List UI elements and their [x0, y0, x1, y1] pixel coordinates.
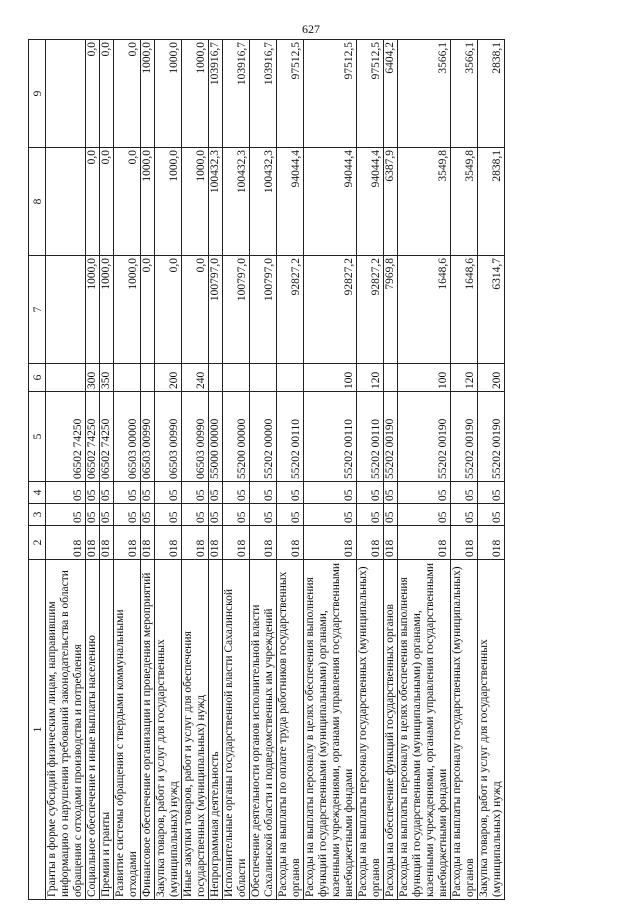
section-cell: 05 [209, 504, 223, 526]
row-name-cell: Расходы на выплаты персоналу в целях обеспечения выполнения функций государственными (муниципальными) органами, казенными учреждениями, органами управления государственными внебюджетными фондами [304, 560, 357, 900]
amount-cell: 97512,5 [304, 40, 357, 148]
target-article-cell: 55202 00190 [384, 392, 398, 482]
ministry-code-cell: 018 [182, 526, 209, 560]
header-row [29, 40, 46, 900]
amount-cell: 3566,1 [398, 40, 451, 148]
row-name-cell: Расходы на выплаты персоналу в целях обеспечения выполнения функций государственными (муниципальными) органами, казенными учреждениями, органами управления государственными внебюджетными фондами [398, 560, 451, 900]
amount-cell: 2838,1 [478, 148, 505, 256]
amount-cell: 0,0 [100, 40, 114, 148]
amount-cell: 100432,3 [250, 148, 277, 256]
subsection-cell: 05 [209, 482, 223, 504]
amount-cell: 0,0 [114, 148, 141, 256]
row-name-cell: Иные закупки товаров, работ и услуг для обеспечения государственных (муниципальных) нужд [182, 560, 209, 900]
section-cell: 05 [223, 504, 250, 526]
target-article-cell: 55202 00190 [398, 392, 451, 482]
table-row [86, 40, 100, 900]
amount-cell: 1000,0 [182, 148, 209, 256]
row-name-cell: Расходы на обеспечение функций государственных органов [384, 560, 398, 900]
subsection-cell: 05 [250, 482, 277, 504]
row-name-cell: Обеспечение деятельности органов исполнительной власти Сахалинской области и подведомственных им учреждений [250, 560, 277, 900]
ministry-code-cell: 018 [141, 526, 155, 560]
expense-type-cell: 200 [155, 364, 182, 392]
amount-cell: 103916,7 [223, 40, 250, 148]
expense-type-cell [277, 364, 304, 392]
section-cell: 05 [398, 504, 451, 526]
ministry-code-cell: 018 [384, 526, 398, 560]
amount-cell: 100797,0 [209, 256, 223, 364]
ministry-code-cell: 018 [155, 526, 182, 560]
target-article-cell: 06503 00000 [114, 392, 141, 482]
section-cell: 05 [100, 504, 114, 526]
amount-cell: 97512,5 [277, 40, 304, 148]
target-article-cell: 55202 00190 [451, 392, 478, 482]
row-name-cell: Расходы на выплаты персоналу государственных (муниципальных) органов [451, 560, 478, 900]
expense-type-cell: 100 [304, 364, 357, 392]
row-name-cell: Расходы на выплаты по оплате труда работников государственных органов [277, 560, 304, 900]
row-name-cell: Социальное обеспечение и иные выплаты населению [86, 560, 100, 900]
subsection-cell: 05 [86, 482, 100, 504]
amount-cell: 3566,1 [451, 40, 478, 148]
section-cell: 05 [86, 504, 100, 526]
amount-cell: 3549,8 [451, 148, 478, 256]
amount-cell: 1648,6 [398, 256, 451, 364]
section-cell: 05 [141, 504, 155, 526]
subsection-cell: 05 [384, 482, 398, 504]
table-row [100, 40, 114, 900]
expense-type-cell [46, 364, 86, 392]
header-cell: 9 [29, 40, 46, 148]
row-name-cell: Гранты в форме субсидий физическим лицам, направившим информацию о нарушении требований законодательства в области обращения с отходами производства и потребления [46, 560, 86, 900]
amount-cell: 1000,0 [141, 148, 155, 256]
target-article-cell: 55202 00190 [478, 392, 505, 482]
section-cell: 05 [46, 504, 86, 526]
row-name-cell: Развитие системы обращения с твердыми коммунальными отходами [114, 560, 141, 900]
target-article-cell: 06502 74250 [46, 392, 86, 482]
amount-cell: 100432,3 [209, 148, 223, 256]
section-cell: 05 [357, 504, 384, 526]
subsection-cell: 05 [451, 482, 478, 504]
amount-cell: 6387,9 [384, 148, 398, 256]
amount-cell: 0,0 [182, 256, 209, 364]
header-cell: 8 [29, 148, 46, 256]
expense-type-cell [141, 364, 155, 392]
section-cell: 05 [277, 504, 304, 526]
target-article-cell: 06503 00990 [182, 392, 209, 482]
row-name-cell: Премии и гранты [100, 560, 114, 900]
section-cell: 05 [451, 504, 478, 526]
amount-cell: 1000,0 [114, 256, 141, 364]
amount-cell: 103916,7 [209, 40, 223, 148]
expense-type-cell: 300 [86, 364, 100, 392]
amount-cell: 94044,4 [304, 148, 357, 256]
expense-type-cell: 120 [451, 364, 478, 392]
row-name-cell: Непрограммная деятельность [209, 560, 223, 900]
rotated-table-wrapper [28, 40, 608, 900]
expense-type-cell [250, 364, 277, 392]
amount-cell: 100432,3 [223, 148, 250, 256]
subsection-cell: 05 [141, 482, 155, 504]
target-article-cell: 06502 74250 [86, 392, 100, 482]
table-row [209, 40, 223, 900]
amount-cell: 6314,7 [478, 256, 505, 364]
header-cell: 1 [29, 560, 46, 900]
amount-cell: 100797,0 [223, 256, 250, 364]
target-article-cell: 55202 00000 [250, 392, 277, 482]
section-cell: 05 [250, 504, 277, 526]
table-row [357, 40, 384, 900]
amount-cell [46, 40, 86, 148]
table-row [155, 40, 182, 900]
row-name-cell: Закупка товаров, работ и услуг для государственных (муниципальных) нужд [478, 560, 505, 900]
amount-cell [46, 256, 86, 364]
ministry-code-cell: 018 [357, 526, 384, 560]
amount-cell: 92827,2 [277, 256, 304, 364]
amount-cell: 1000,0 [141, 40, 155, 148]
header-cell: 3 [29, 504, 46, 526]
table-row [46, 40, 86, 900]
subsection-cell: 05 [398, 482, 451, 504]
subsection-cell: 05 [155, 482, 182, 504]
amount-cell [46, 148, 86, 256]
target-article-cell: 06502 74250 [100, 392, 114, 482]
header-cell: 6 [29, 364, 46, 392]
section-cell: 05 [114, 504, 141, 526]
amount-cell: 0,0 [155, 256, 182, 364]
subsection-cell: 05 [46, 482, 86, 504]
table-row [384, 40, 398, 900]
table-row [478, 40, 505, 900]
section-cell: 05 [304, 504, 357, 526]
header-cell: 5 [29, 392, 46, 482]
expense-type-cell: 200 [478, 364, 505, 392]
ministry-code-cell: 018 [478, 526, 505, 560]
subsection-cell: 05 [277, 482, 304, 504]
table-row [182, 40, 209, 900]
target-article-cell: 55202 00110 [277, 392, 304, 482]
amount-cell: 0,0 [86, 40, 100, 148]
subsection-cell: 05 [478, 482, 505, 504]
table-row [277, 40, 304, 900]
expense-type-cell [114, 364, 141, 392]
target-article-cell: 06503 00990 [155, 392, 182, 482]
expense-type-cell [223, 364, 250, 392]
header-cell: 4 [29, 482, 46, 504]
expense-type-cell: 120 [357, 364, 384, 392]
target-article-cell: 55202 00110 [304, 392, 357, 482]
section-cell: 05 [182, 504, 209, 526]
target-article-cell: 55202 00110 [357, 392, 384, 482]
amount-cell: 0,0 [114, 40, 141, 148]
amount-cell: 0,0 [86, 148, 100, 256]
table-row [114, 40, 141, 900]
amount-cell: 6404,2 [384, 40, 398, 148]
amount-cell: 1648,6 [451, 256, 478, 364]
table-body [46, 40, 505, 900]
amount-cell: 0,0 [141, 256, 155, 364]
amount-cell: 92827,2 [357, 256, 384, 364]
page-number: 627 [302, 22, 320, 36]
expense-type-cell: 100 [398, 364, 451, 392]
amount-cell: 94044,4 [357, 148, 384, 256]
target-article-cell: 55200 00000 [223, 392, 250, 482]
expense-type-cell [384, 364, 398, 392]
section-cell: 05 [478, 504, 505, 526]
section-cell: 05 [384, 504, 398, 526]
row-name-cell: Закупка товаров, работ и услуг для государственных (муниципальных) нужд [155, 560, 182, 900]
ministry-code-cell: 018 [86, 526, 100, 560]
amount-cell: 103916,7 [250, 40, 277, 148]
amount-cell: 3549,8 [398, 148, 451, 256]
amount-cell: 94044,4 [277, 148, 304, 256]
amount-cell: 92827,2 [304, 256, 357, 364]
header-cell: 7 [29, 256, 46, 364]
amount-cell: 7969,8 [384, 256, 398, 364]
amount-cell: 1000,0 [182, 40, 209, 148]
row-name-cell: Расходы на выплаты персоналу государственных (муниципальных) органов [357, 560, 384, 900]
target-article-cell: 06503 00990 [141, 392, 155, 482]
amount-cell: 2838,1 [478, 40, 505, 148]
table-row [398, 40, 451, 900]
expense-type-cell: 240 [182, 364, 209, 392]
subsection-cell: 05 [304, 482, 357, 504]
ministry-code-cell: 018 [277, 526, 304, 560]
subsection-cell: 05 [114, 482, 141, 504]
table-row [223, 40, 250, 900]
header-cell: 2 [29, 526, 46, 560]
amount-cell: 100797,0 [250, 256, 277, 364]
ministry-code-cell: 018 [398, 526, 451, 560]
section-cell: 05 [155, 504, 182, 526]
amount-cell: 1000,0 [155, 40, 182, 148]
row-name-cell: Исполнительные органы государственной власти Сахалинской области [223, 560, 250, 900]
subsection-cell: 05 [182, 482, 209, 504]
expense-type-cell [209, 364, 223, 392]
amount-cell: 1000,0 [100, 256, 114, 364]
amount-cell: 0,0 [100, 148, 114, 256]
table-row [250, 40, 277, 900]
subsection-cell: 05 [100, 482, 114, 504]
amount-cell: 1000,0 [86, 256, 100, 364]
ministry-code-cell: 018 [100, 526, 114, 560]
ministry-code-cell: 018 [304, 526, 357, 560]
subsection-cell: 05 [357, 482, 384, 504]
table-row [304, 40, 357, 900]
ministry-code-cell: 018 [451, 526, 478, 560]
row-name-cell: Финансовое обеспечение организации и проведения мероприятий [141, 560, 155, 900]
ministry-code-cell: 018 [250, 526, 277, 560]
amount-cell: 1000,0 [155, 148, 182, 256]
table-row [451, 40, 478, 900]
ministry-code-cell: 018 [46, 526, 86, 560]
ministry-code-cell: 018 [114, 526, 141, 560]
amount-cell: 97512,5 [357, 40, 384, 148]
expense-type-cell: 350 [100, 364, 114, 392]
table-row [141, 40, 155, 900]
target-article-cell: 55000 00000 [209, 392, 223, 482]
subsection-cell: 05 [223, 482, 250, 504]
ministry-code-cell: 018 [209, 526, 223, 560]
ministry-code-cell: 018 [223, 526, 250, 560]
budget-table [28, 39, 505, 900]
